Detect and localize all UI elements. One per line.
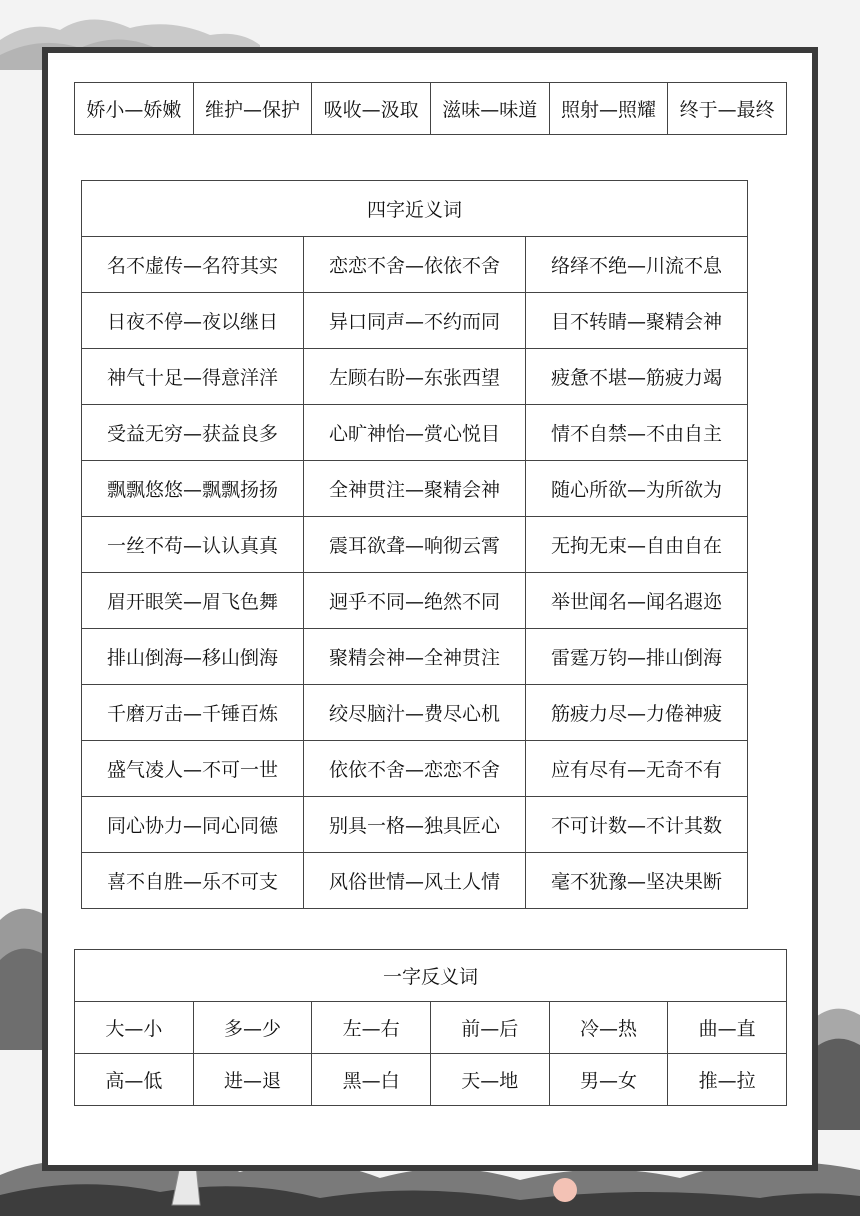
worksheet-page	[42, 47, 818, 1171]
table-cell: 名不虚传—名符其实	[82, 237, 304, 293]
table-header-row	[75, 950, 787, 1002]
table-cell: 冷—热	[549, 1002, 668, 1054]
table-row	[82, 237, 748, 293]
table-cell: 情不自禁—不由自主	[526, 405, 748, 461]
table-cell: 聚精会神—全神贯注	[304, 629, 526, 685]
table-cell: 左—右	[312, 1002, 431, 1054]
table-cell: 维护—保护	[193, 83, 312, 135]
table-cell: 异口同声—不约而同	[304, 293, 526, 349]
table-cell: 目不转睛—聚精会神	[526, 293, 748, 349]
table-cell: 别具一格—独具匠心	[304, 797, 526, 853]
table-cell: 前—后	[430, 1002, 549, 1054]
table-cell: 盛气凌人—不可一世	[82, 741, 304, 797]
table-cell: 千磨万击—千锤百炼	[82, 685, 304, 741]
table-row	[82, 517, 748, 573]
table-cell: 左顾右盼—东张西望	[304, 349, 526, 405]
table-cell: 筋疲力尽—力倦神疲	[526, 685, 748, 741]
table-cell: 络绎不绝—川流不息	[526, 237, 748, 293]
table-row	[82, 741, 748, 797]
table-cell: 依依不舍—恋恋不舍	[304, 741, 526, 797]
table-row	[75, 1054, 787, 1106]
table-cell: 震耳欲聋—响彻云霄	[304, 517, 526, 573]
table-cell: 风俗世情—风土人情	[304, 853, 526, 909]
table-cell: 一丝不苟—认认真真	[82, 517, 304, 573]
table-cell: 推—拉	[668, 1054, 787, 1106]
table-cell: 心旷神怡—赏心悦目	[304, 405, 526, 461]
table-cell: 全神贯注—聚精会神	[304, 461, 526, 517]
table-cell: 日夜不停—夜以继日	[82, 293, 304, 349]
table-row	[82, 293, 748, 349]
table-cell: 无拘无束—自由自在	[526, 517, 748, 573]
table-cell: 吸收—汲取	[312, 83, 431, 135]
table-cell: 终于—最终	[668, 83, 787, 135]
table-cell: 疲惫不堪—筋疲力竭	[526, 349, 748, 405]
table-cell: 同心协力—同心同德	[82, 797, 304, 853]
table-cell: 神气十足—得意洋洋	[82, 349, 304, 405]
table-cell: 黑—白	[312, 1054, 431, 1106]
table-cell: 高—低	[75, 1054, 194, 1106]
table-row	[82, 405, 748, 461]
table-cell: 喜不自胜—乐不可支	[82, 853, 304, 909]
table-cell: 照射—照耀	[549, 83, 668, 135]
table-header-row	[82, 181, 748, 237]
table-cell: 多—少	[193, 1002, 312, 1054]
table-row	[82, 573, 748, 629]
table-row	[75, 83, 787, 135]
table-row	[82, 685, 748, 741]
table-row	[82, 629, 748, 685]
table-row	[75, 1002, 787, 1054]
table-cell: 应有尽有—无奇不有	[526, 741, 748, 797]
four-char-synonym-table	[81, 180, 748, 909]
table-cell: 受益无穷—获益良多	[82, 405, 304, 461]
table-cell: 不可计数—不计其数	[526, 797, 748, 853]
table-row	[82, 797, 748, 853]
table-cell: 绞尽脑汁—费尽心机	[304, 685, 526, 741]
table-row	[82, 853, 748, 909]
table-cell: 迥乎不同—绝然不同	[304, 573, 526, 629]
table-row	[82, 461, 748, 517]
table-title: 四字近义词	[82, 181, 748, 237]
table-cell: 进—退	[193, 1054, 312, 1106]
table-cell: 天—地	[430, 1054, 549, 1106]
table-cell: 娇小—娇嫩	[75, 83, 194, 135]
table-cell: 举世闻名—闻名遐迩	[526, 573, 748, 629]
table-cell: 雷霆万钧—排山倒海	[526, 629, 748, 685]
table-cell: 毫不犹豫—坚决果断	[526, 853, 748, 909]
table-cell: 随心所欲—为所欲为	[526, 461, 748, 517]
table-cell: 排山倒海—移山倒海	[82, 629, 304, 685]
table-cell: 滋味—味道	[430, 83, 549, 135]
table-cell: 恋恋不舍—依依不舍	[304, 237, 526, 293]
one-char-antonym-table	[74, 949, 787, 1106]
two-char-synonym-table	[74, 82, 787, 135]
table-cell: 曲—直	[668, 1002, 787, 1054]
table-cell: 飘飘悠悠—飘飘扬扬	[82, 461, 304, 517]
table-cell: 眉开眼笑—眉飞色舞	[82, 573, 304, 629]
table-row	[82, 349, 748, 405]
table-title: 一字反义词	[75, 950, 787, 1002]
table-cell: 男—女	[549, 1054, 668, 1106]
table-cell: 大—小	[75, 1002, 194, 1054]
